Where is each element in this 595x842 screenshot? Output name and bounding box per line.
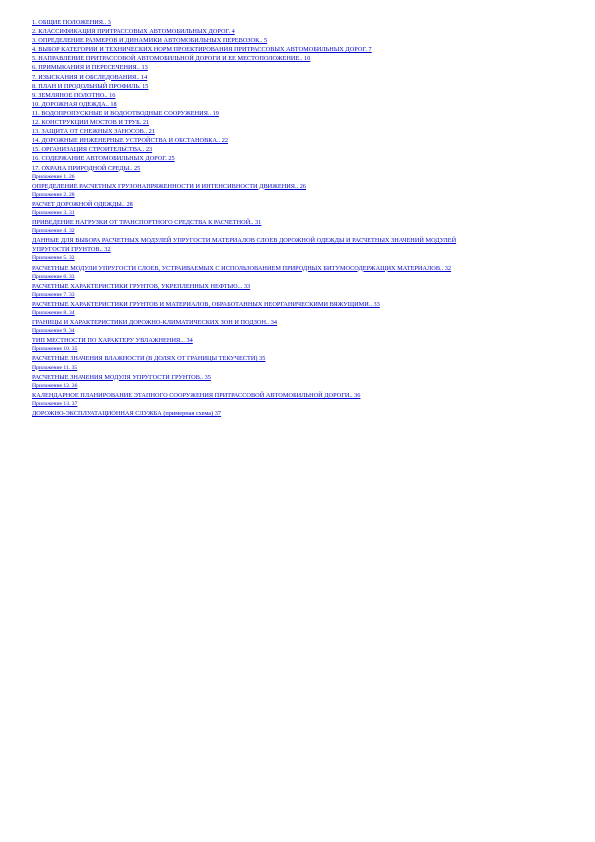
toc-link[interactable]: ГРАНИЦЫ И ХАРАКТЕРИСТИКИ ДОРОЖНО-КЛИМАТИЧЕСКИХ ЗОН И ПОДЗОН.. 34 [32, 319, 278, 327]
toc-link[interactable]: 12. КОНСТРУКЦИИ МОСТОВ И ТРУБ. 21 [32, 119, 150, 127]
toc-link[interactable]: Приложение 6. 33 [32, 273, 75, 280]
toc-link[interactable]: 7. ИЗЫСКАНИЯ И ОБСЛЕДОВАНИЯ.. 14 [32, 73, 148, 81]
toc-link[interactable]: 9. ЗЕМЛЯНОЕ ПОЛОТНО.. 16 [32, 91, 116, 99]
toc-link[interactable]: Приложение 11. 35 [32, 364, 78, 371]
toc-link[interactable]: 11. ВОДОПРОПУСКНЫЕ И ВОДООТВОДНЫЕ СООРУЖЕНИЯ.. 19 [32, 109, 219, 117]
table-of-contents [32, 18, 482, 418]
toc-link[interactable]: Приложение 7. 33 [32, 291, 75, 298]
toc-link[interactable]: 17. ОХРАНА ПРИРОДНОЙ СРЕДЫ.. 25 [32, 164, 141, 172]
toc-link[interactable]: ТИП МЕСТНОСТИ ПО ХАРАКТЕРУ УВЛАЖНЕНИЯ... 34 [32, 337, 193, 345]
toc-link[interactable]: 13. ЗАЩИТА ОТ СНЕЖНЫХ ЗАНОСОВ.. 21 [32, 128, 155, 136]
toc-link[interactable]: 14. ДОРОЖНЫЕ ИНЖЕНЕРНЫЕ УСТРОЙСТВА И ОБСТАНОВКА.. 22 [32, 137, 229, 145]
toc-link[interactable]: Приложение 10. 35 [32, 346, 78, 353]
toc-link[interactable]: Приложение 12. 36 [32, 382, 78, 389]
toc-link[interactable]: 15. ОРГАНИЗАЦИЯ СТРОИТЕЛЬСТВА.. 23 [32, 146, 153, 154]
toc-link[interactable]: 2. КЛАССИФИКАЦИЯ ПРИТРАССОВЫХ АВТОМОБИЛЬНЫХ ДОРОГ. 4 [32, 28, 235, 36]
toc-link[interactable]: 16. СОДЕРЖАНИЕ АВТОМОБИЛЬНЫХ ДОРОГ. 25 [32, 155, 175, 163]
toc-link[interactable]: ПРИВЕДЕНИЕ НАГРУЗКИ ОТ ТРАНСПОРТНОГО СРЕДСТВА К РАСЧЕТНОЙ.. 31 [32, 219, 262, 227]
toc-link[interactable]: Приложение 4. 32 [32, 228, 75, 235]
toc-link[interactable]: ОПРЕДЕЛЕНИЕ РАСЧЕТНЫХ ГРУЗОНАПРЯЖЕННОСТИ И ИНТЕНСИВНОСТИ ДВИЖЕНИЯ.. 26 [32, 182, 307, 190]
toc-link[interactable]: 6. ПРИМЫКАНИЯ И ПЕРЕСЕЧЕНИЯ.. 13 [32, 64, 148, 72]
toc-link[interactable]: Приложение 5. 32 [32, 255, 75, 262]
toc-link[interactable]: ДАННЫЕ ДЛЯ ВЫБОРА РАСЧЕТНЫХ МОДУЛЕЙ УПРУГОСТИ МАТЕРИАЛОВ СЛОЕВ ДОРОЖНОЙ ОДЕЖДЫ И РАСЧЕТНЫХ ЗНАЧЕНИЙ МОДУЛЕЙ УПРУГОСТИ ГРУНТОВ.. 32 [32, 237, 457, 254]
toc-link[interactable]: 3. ОПРЕДЕЛЕНИЕ РАЗМЕРОВ И ДИНАМИКИ АВТОМОБИЛЬНЫХ ПЕРЕВОЗОК.. 5 [32, 37, 268, 45]
toc-link[interactable]: КАЛЕНДАРНОЕ ПЛАНИРОВАНИЕ ЭТАПНОГО СООРУЖЕНИЯ ПРИТРАССОВОЙ АВТОМОБИЛЬНОЙ ДОРОГИ.. 36 [32, 391, 361, 399]
toc-link[interactable]: ДОРОЖНО-ЭКСПЛУАТАЦИОННАЯ СЛУЖБА (примерная схема) 37 [32, 410, 222, 418]
toc-link[interactable]: Приложение 2. 28 [32, 191, 75, 198]
toc-link[interactable]: Приложение 3. 31 [32, 209, 75, 216]
toc-link[interactable]: Приложение 8. 34 [32, 310, 75, 316]
toc-link[interactable]: 5. НАПРАВЛЕНИЕ ПРИТРАССОВОЙ АВТОМОБИЛЬНОЙ ДОРОГИ И ЕЕ МЕСТОПОЛОЖЕНИЕ.. 10 [32, 55, 311, 63]
toc-link[interactable]: 1. ОБЩИЕ ПОЛОЖЕНИЯ.. 3 [32, 19, 111, 26]
toc-link[interactable]: 10. ДОРОЖНАЯ ОДЕЖДА.. 18 [32, 100, 117, 108]
toc-link[interactable]: РАСЧЕТНЫЕ ХАРАКТЕРИСТИКИ ГРУНТОВ И МАТЕРИАЛОВ, ОБРАБОТАННЫХ НЕОРГАНИЧЕСКИМИ ВЯЖУЩИМИ.. 33 [32, 300, 380, 308]
toc-link[interactable]: 8. ПЛАН И ПРОДОЛЬНЫЙ ПРОФИЛЬ. 15 [32, 82, 149, 90]
toc-link[interactable]: Приложение 1. 26 [32, 173, 75, 180]
toc-link[interactable]: РАСЧЕТНЫЕ ХАРАКТЕРИСТИКИ ГРУНТОВ, УКРЕПЛЕННЫХ НЕФТЬЮ... 33 [32, 282, 251, 290]
toc-link[interactable]: РАСЧЕТНЫЕ ЗНАЧЕНИЯ МОДУЛЯ УПРУГОСТИ ГРУНТОВ.. 35 [32, 373, 211, 381]
toc-link[interactable]: Приложение 9. 34 [32, 328, 75, 335]
toc-link[interactable]: РАСЧЕТ ДОРОЖНОЙ ОДЕЖДЫ.. 28 [32, 200, 133, 208]
toc-link[interactable]: РАСЧЕТНЫЕ ЗНАЧЕНИЯ ВЛАЖНОСТИ (В ДОЛЯХ ОТ ГРАНИЦЫ ТЕКУЧЕСТИ) 35 [32, 355, 266, 363]
toc-link[interactable]: Приложение 13. 37 [32, 400, 78, 407]
toc-link[interactable]: 4. ВЫБОР КАТЕГОРИИ И ТЕХНИЧЕСКИХ НОРМ ПРОЕКТИРОВАНИЯ ПРИТРАССОВЫХ АВТОМОБИЛЬНЫХ ДОРОГ. 7 [32, 46, 372, 54]
toc-link[interactable]: РАСЧЕТНЫЕ МОДУЛИ УПРУГОСТИ СЛОЕВ, УСТРАИВАЕМЫХ С ИСПОЛЬЗОВАНИЕМ ПРИРОДНЫХ БИТУМОСОДЕРЖАЩИХ МАТЕРИАЛОВ.. 32 [32, 264, 452, 272]
